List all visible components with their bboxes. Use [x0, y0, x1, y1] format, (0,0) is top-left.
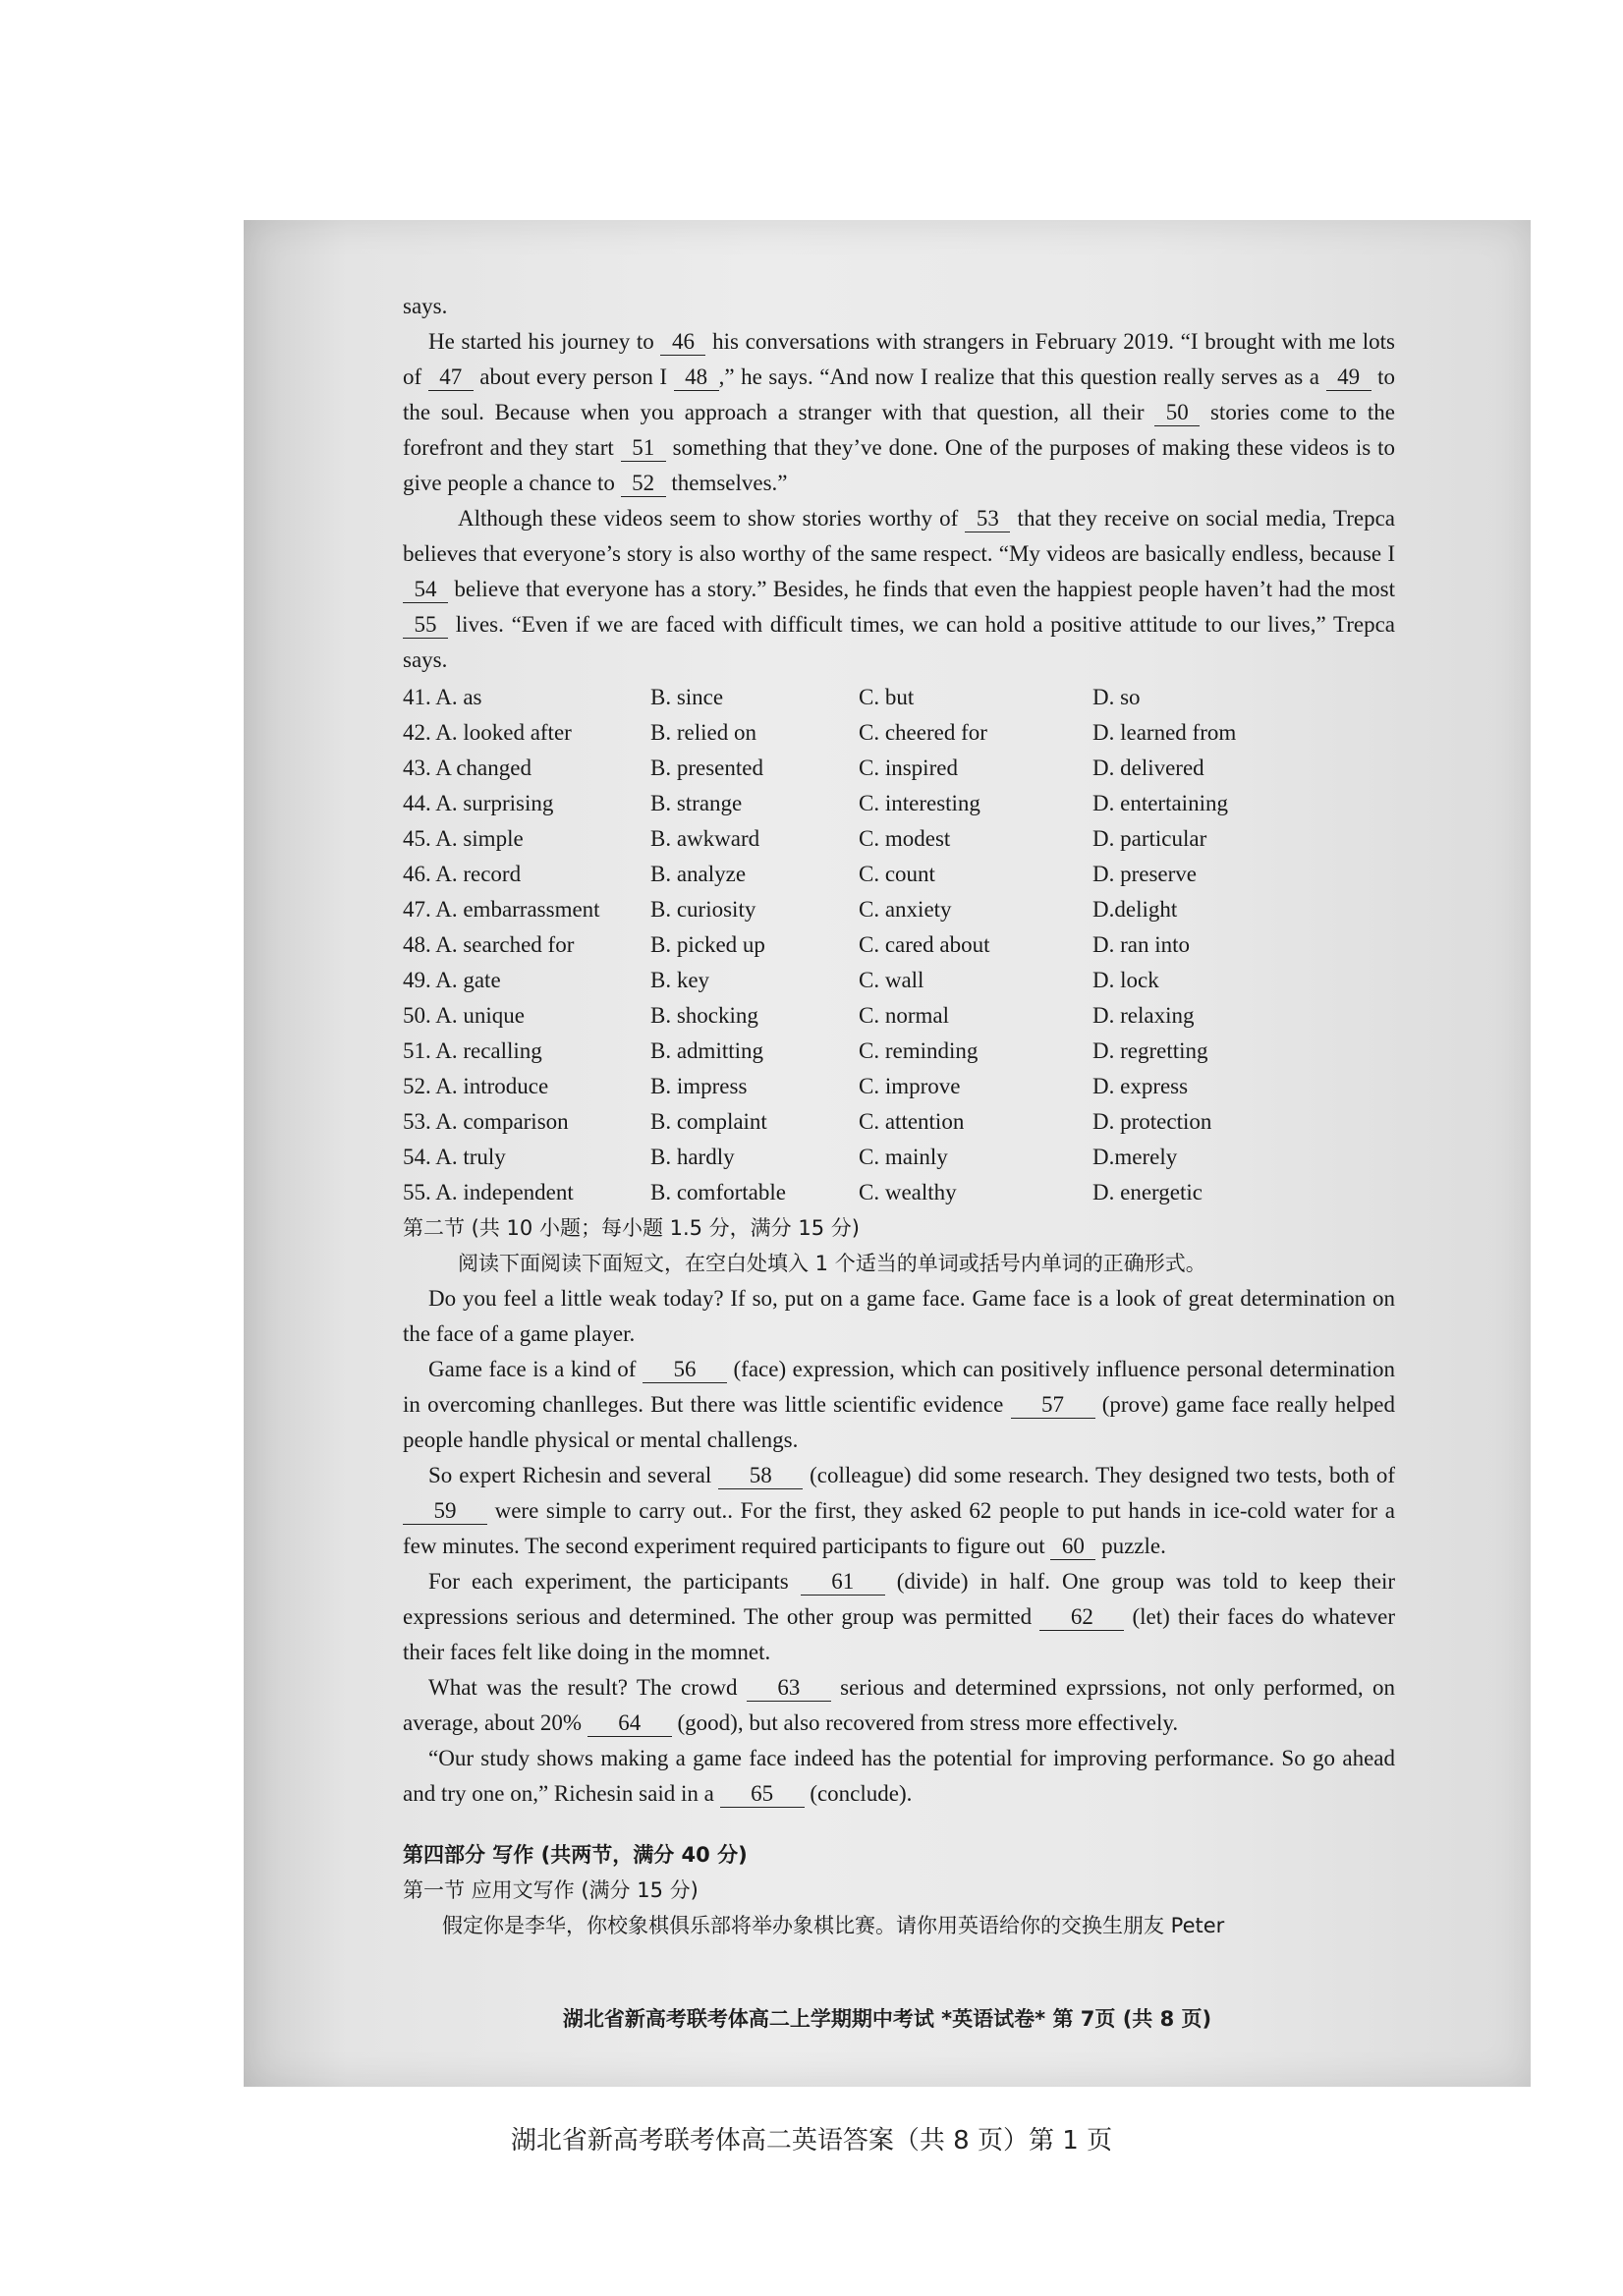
question-option-a[interactable]: 53. A. comparison — [403, 1109, 569, 1134]
answer-blank-59[interactable]: 59 — [403, 1498, 487, 1525]
answer-blank-53[interactable]: 53 — [965, 506, 1010, 532]
passage-text: Do you feel a little weak today? If so, put on a game face. Game face is a look of great determination on the face of a game player. — [403, 1286, 1395, 1346]
page-footer: 湖北省新高考联考体高二英语答案（共 8 页）第 1 页 — [510, 2126, 1113, 2156]
answer-blank-62[interactable]: 62 — [1039, 1604, 1124, 1631]
answer-blank-50[interactable]: 50 — [1154, 400, 1200, 426]
option-b[interactable]: B. impress — [650, 1074, 748, 1098]
passage-text: (face) expression, which can positively influence personal determination in overcoming chanlleges. But there was little scientific evidence — [403, 1357, 1395, 1417]
question-option-a[interactable]: 52. A. introduce — [403, 1074, 549, 1098]
option-row — [403, 680, 1287, 715]
option-b[interactable]: B. admitting — [650, 1038, 763, 1063]
passage-text: (conclude). — [804, 1781, 913, 1806]
option-row — [403, 1069, 1287, 1104]
part-4-prompt: 假定你是李华，你校象棋俱乐部将举办象棋比赛。请你用英语给你的交换生朋友 Peter — [442, 1914, 1225, 1937]
answer-blank-55[interactable]: 55 — [403, 612, 448, 639]
part-4 — [403, 1837, 1395, 1943]
answer-blank-61[interactable]: 61 — [801, 1569, 885, 1596]
question-option-a[interactable]: 55. A. independent — [403, 1180, 574, 1204]
answer-blank-46[interactable]: 46 — [660, 329, 705, 356]
answer-blank-47[interactable]: 47 — [428, 364, 474, 391]
option-d[interactable]: D. entertaining — [1092, 791, 1228, 815]
passage-text: (prove) game face really helped people handle physical or mental challengs. — [403, 1392, 1395, 1452]
question-option-a[interactable]: 46. A. record — [403, 862, 522, 886]
question-option-a[interactable]: 45. A. simple — [403, 826, 524, 851]
passage-text: (good), but also recovered from stress more effectively. — [671, 1710, 1179, 1735]
answer-blank-56[interactable]: 56 — [643, 1357, 727, 1383]
option-c[interactable]: C. wall — [859, 968, 924, 992]
option-b[interactable]: B. analyze — [650, 862, 747, 886]
option-d[interactable]: D. learned from — [1092, 720, 1237, 745]
option-row — [403, 857, 1287, 892]
exam-content — [403, 289, 1395, 1943]
section-2-paragraph — [403, 1352, 1395, 1458]
question-option-a[interactable]: 49. A. gate — [403, 968, 501, 992]
option-row — [403, 892, 1287, 927]
passage-text: (colleague) did some research. They designed two tests, both of — [803, 1463, 1395, 1487]
option-d[interactable]: D. delivered — [1092, 756, 1204, 780]
passage-text: stories come to the forefront and they start — [403, 400, 1395, 460]
section-2-paragraph — [403, 1281, 1395, 1352]
section-2-paragraph — [403, 1564, 1395, 1670]
answer-blank-54[interactable]: 54 — [403, 577, 448, 603]
option-b[interactable]: B. picked up — [650, 932, 765, 957]
passage-text: Although these videos seem to show stories worthy of — [458, 506, 966, 531]
option-c[interactable]: C. reminding — [859, 1038, 979, 1063]
option-b[interactable]: B. curiosity — [650, 897, 756, 922]
passage-text: about every person I — [473, 364, 674, 389]
question-option-a[interactable]: 50. A. unique — [403, 1003, 525, 1028]
question-option-a[interactable]: 54. A. truly — [403, 1145, 506, 1169]
passage-text: his conversations with strangers in February 2019. “I brought with me lots of — [403, 329, 1395, 389]
option-b[interactable]: B. key — [650, 968, 710, 992]
option-row — [403, 1175, 1287, 1210]
option-row — [403, 998, 1287, 1034]
scanned-exam-page — [244, 220, 1531, 2087]
passage-text: (divide) in half. One group was told to keep their expressions serious and determined. The other group was permitted — [403, 1569, 1395, 1629]
answer-blank-49[interactable]: 49 — [1326, 364, 1371, 391]
option-c[interactable]: C. improve — [859, 1074, 961, 1098]
answer-blank-64[interactable]: 64 — [588, 1710, 672, 1737]
option-c[interactable]: C. attention — [859, 1109, 965, 1134]
part-4-subheading: 第一节 应用文写作 (满分 15 分) — [403, 1878, 699, 1902]
option-b[interactable]: B. awkward — [650, 826, 760, 851]
passage-text: themselves.” — [665, 471, 788, 495]
option-d[interactable]: D. particular — [1092, 826, 1207, 851]
passage-text: puzzle. — [1095, 1534, 1166, 1558]
passage-text: serious and determined exprssions, not only performed, on average, about 20% — [403, 1675, 1395, 1735]
option-c[interactable]: C. modest — [859, 826, 951, 851]
question-option-a[interactable]: 41. A. as — [403, 685, 482, 709]
answer-blank-63[interactable]: 63 — [747, 1675, 831, 1702]
question-option-a[interactable]: 44. A. surprising — [403, 791, 554, 815]
answer-blank-52[interactable]: 52 — [621, 471, 666, 497]
section-2-paragraph — [403, 1670, 1395, 1741]
answer-blank-48[interactable]: 48 — [674, 364, 719, 391]
question-option-a[interactable]: 47. A. embarrassment — [403, 897, 600, 922]
question-option-a[interactable]: 42. A. looked after — [403, 720, 572, 745]
option-d[interactable]: D.merely — [1092, 1145, 1178, 1169]
passage-opening-line: says. — [403, 294, 448, 318]
answer-blank-65[interactable]: 65 — [720, 1781, 805, 1808]
passage-text: Game face is a kind of — [428, 1357, 643, 1381]
section-2 — [403, 1210, 1395, 1812]
option-b[interactable]: B. shocking — [650, 1003, 758, 1028]
option-c[interactable]: C. interesting — [859, 791, 980, 815]
passage-text: ,” he says. “And now I realize that this question really serves as a — [718, 364, 1326, 389]
option-row — [403, 821, 1287, 857]
option-d[interactable]: D. relaxing — [1092, 1003, 1195, 1028]
option-c[interactable]: C. cared about — [859, 932, 990, 957]
option-d[interactable]: D. energetic — [1092, 1180, 1203, 1204]
option-row — [403, 927, 1287, 963]
passage-text: something that they’ve done. One of the purposes of making these videos is to give people a chance to — [403, 435, 1395, 495]
passage-text: “Our study shows making a game face indeed has the potential for improving performance. So go ahead and try one on,” Richesin said in a — [403, 1746, 1395, 1806]
section-2-paragraph — [403, 1458, 1395, 1564]
option-b[interactable]: B. hardly — [650, 1145, 735, 1169]
passage-text: lives. “Even if we are faced with difficult times, we can hold a positive attitude to our lives,” Trepca says. — [403, 612, 1395, 672]
passage-text: So expert Richesin and several — [428, 1463, 719, 1487]
option-b[interactable]: B. presented — [650, 756, 763, 780]
passage-text: to the soul. Because when you approach a stranger with that question, all their — [403, 364, 1396, 424]
option-d[interactable]: D. lock — [1092, 968, 1159, 992]
option-b[interactable]: B. relied on — [650, 720, 756, 745]
option-c[interactable]: C. mainly — [859, 1145, 948, 1169]
option-d[interactable]: D. protection — [1092, 1109, 1212, 1134]
passage-paragraph-1 — [403, 324, 1395, 501]
exam-footer: 湖北省新高考联考体高二上学期期中考试 *英语试卷* 第 7页 (共 8 页) — [562, 2007, 1212, 2031]
option-d[interactable]: D. preserve — [1092, 862, 1198, 886]
question-option-a[interactable]: 51. A. recalling — [403, 1038, 542, 1063]
passage-text: that they receive on social media, Trepca believes that everyone’s story is also worthy of the same respect. “My videos are basically endless, because I — [403, 506, 1395, 566]
option-b[interactable]: B. complaint — [650, 1109, 767, 1134]
section-2-passage — [403, 1281, 1395, 1812]
option-c[interactable]: C. inspired — [859, 756, 958, 780]
passage-text: For each experiment, the participants — [428, 1569, 801, 1594]
option-row — [403, 1140, 1287, 1175]
answer-blank-51[interactable]: 51 — [621, 435, 666, 462]
option-d[interactable]: D. regretting — [1092, 1038, 1208, 1063]
option-c[interactable]: C. count — [859, 862, 935, 886]
option-row — [403, 786, 1287, 821]
option-row — [403, 1104, 1287, 1140]
option-b[interactable]: B. since — [650, 685, 724, 709]
answer-blank-58[interactable]: 58 — [718, 1463, 803, 1489]
option-c[interactable]: C. anxiety — [859, 897, 952, 922]
option-row — [403, 715, 1287, 751]
passage-text: were simple to carry out.. For the first, they asked 62 people to put hands in ice-cold water for a few minutes. The second experiment required participants to figure out — [403, 1498, 1395, 1558]
option-c[interactable]: C. but — [859, 685, 915, 709]
option-d[interactable]: D. ran into — [1092, 932, 1191, 957]
option-d[interactable]: D. so — [1092, 685, 1141, 709]
answer-blank-60[interactable]: 60 — [1050, 1534, 1095, 1560]
section-2-heading: 第二节 (共 10 小题；每小题 1.5 分，满分 15 分) — [403, 1216, 860, 1240]
option-b[interactable]: B. comfortable — [650, 1180, 786, 1204]
passage-text: (let) their faces do whatever their faces felt like doing in the momnet. — [403, 1604, 1395, 1664]
section-2-instruction: 阅读下面阅读下面短文，在空白处填入 1 个适当的单词或括号内单词的正确形式。 — [458, 1252, 1206, 1275]
options-table — [403, 680, 1287, 1210]
option-d[interactable]: D. express — [1092, 1074, 1189, 1098]
option-c[interactable]: C. normal — [859, 1003, 949, 1028]
answer-blank-57[interactable]: 57 — [1011, 1392, 1095, 1419]
option-row — [403, 963, 1287, 998]
section-2-paragraph — [403, 1741, 1395, 1812]
passage-text: He started his journey to — [428, 329, 661, 354]
passage-text: believe that everyone has a story.” Besides, he finds that even the happiest people haven’t had the most — [448, 577, 1395, 601]
question-option-a[interactable]: 43. A changed — [403, 756, 532, 780]
option-c[interactable]: C. cheered for — [859, 720, 987, 745]
option-d[interactable]: D.delight — [1092, 897, 1178, 922]
question-option-a[interactable]: 48. A. searched for — [403, 932, 575, 957]
option-row — [403, 751, 1287, 786]
passage-text: What was the result? The crowd — [428, 1675, 747, 1700]
option-c[interactable]: C. wealthy — [859, 1180, 957, 1204]
part-4-heading: 第四部分 写作 (共两节，满分 40 分) — [403, 1843, 748, 1867]
passage-paragraph-2 — [403, 501, 1395, 678]
option-b[interactable]: B. strange — [650, 791, 743, 815]
option-row — [403, 1034, 1287, 1069]
